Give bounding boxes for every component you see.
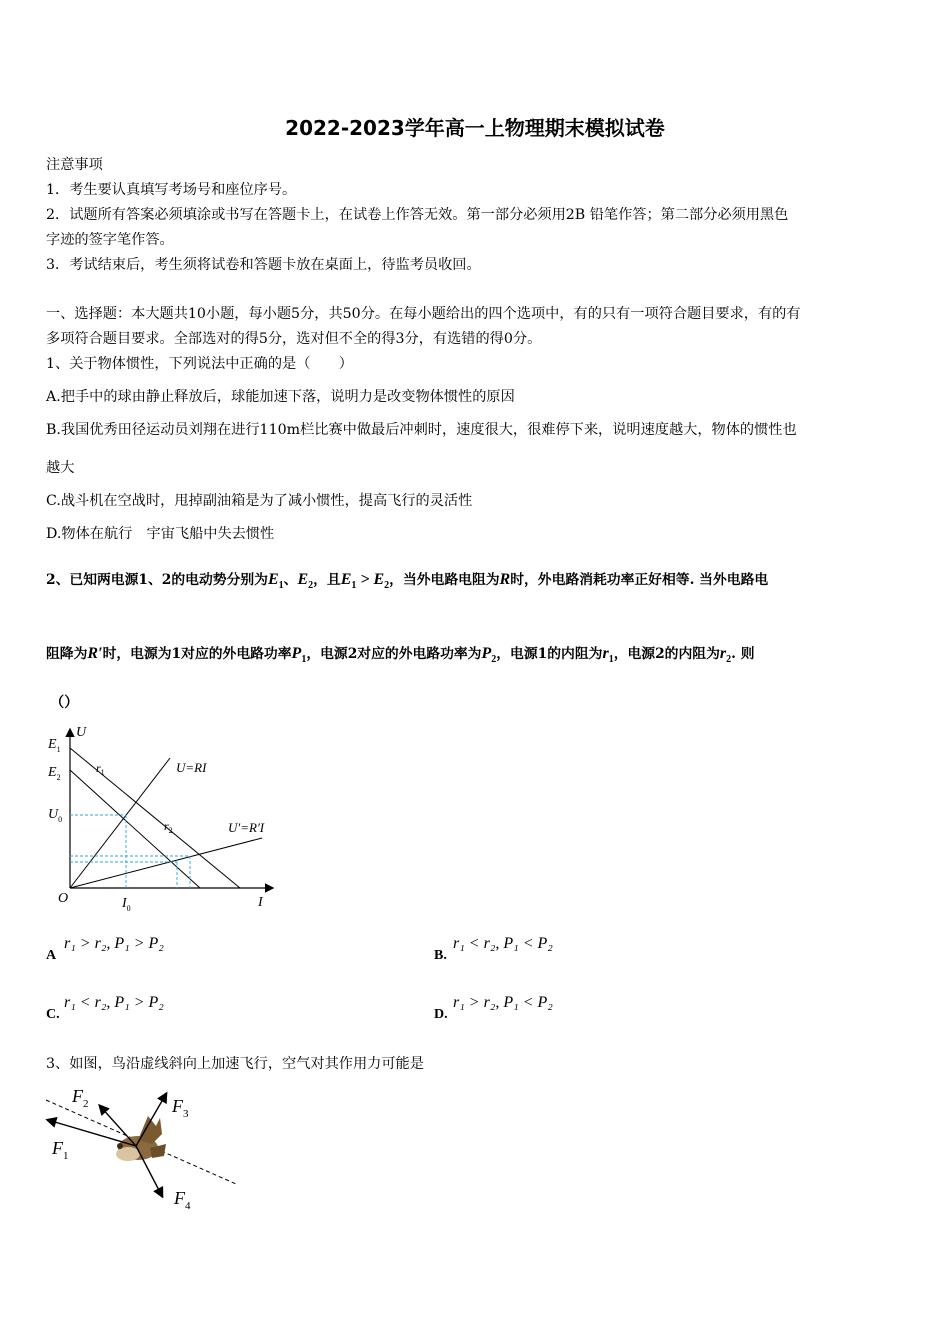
force-f2-label: $F_2$ [72, 1086, 89, 1110]
question-2-option-a[interactable]: r₁ > r₂, P₁ > P₂ [64, 935, 164, 952]
emf-2: $E_2$ [297, 571, 314, 591]
power-1: $P_1$ [291, 645, 307, 665]
question-2-option-c[interactable]: r₁ < r₂, P₁ > P₂ [64, 994, 164, 1011]
notice-item-2: 2．试题所有答案必须填涂或书写在答题卡上，在试卷上作答无效。第一部分必须用2B 铅笔作答；第二部分必须用黑色 [46, 207, 789, 223]
question-2-stem-line-2: 阻降为R′时，电源为1对应的外电路功率$P_1$，电源2对应的外电路功率为$P_2$，电源1的内阻为$r_1$，电源2的内阻为$r_2$. 则 [46, 645, 755, 665]
i-axis-label: I [258, 895, 263, 910]
u0-label: $U_0$ [48, 807, 63, 824]
section-intro-2: 多项符合题目要求。全部选对的得5分，选对但不全的得3分，有选错的得0分。 [46, 331, 542, 347]
emf-comparison: $E_1 > E_2$ [340, 571, 390, 591]
question-1-option-b: B.我国优秀田径运动员刘翔在进行110m栏比赛中做最后冲刺时，速度很大，很难停下来，说明速度越大，物体的惯性也 [46, 422, 797, 438]
question-1-option-b-cont: 越大 [46, 460, 75, 476]
question-1-option-d: D.物体在航行 宇宙飞船中失去惯性 [46, 526, 275, 542]
internal-resistance-1: $r_1$ [602, 645, 614, 665]
question-2-option-c-label[interactable]: C. [46, 1007, 60, 1022]
section-intro-1: 一、选择题：本大题共10小题，每小题5分，共50分。在每小题给出的四个选项中，有的只有一项符合题目要求，有的有 [46, 306, 801, 322]
notice-heading: 注意事项 [46, 157, 103, 173]
load-line-r-prime [70, 838, 262, 888]
u-i-graph [40, 720, 290, 915]
e2-label: $E_2$ [48, 765, 61, 782]
question-2-option-b-label[interactable]: B. [434, 948, 447, 963]
question-1-option-a: A.把手中的球由静止释放后，球能加速下落，说明力是改变物体惯性的原因 [46, 389, 515, 405]
question-2-option-d-label[interactable]: D. [434, 1007, 448, 1022]
notice-item-2-cont: 字迹的签字笔作答。 [46, 232, 174, 248]
e1-label: $E_1$ [48, 737, 61, 754]
question-2-stem-line-1: 2、已知两电源1、2的电动势分别为$E_1$、$E_2$，且$E_1 > E_2$，当外电路电阻为R时，外电路消耗功率正好相等. 当外电路电 [46, 571, 769, 591]
force-f4-label: $F_4$ [174, 1188, 191, 1212]
question-3-stem: 3、如图，鸟沿虚线斜向上加速飞行，空气对其作用力可能是 [46, 1056, 424, 1072]
origin-label: O [58, 891, 69, 906]
bird-force-diagram [40, 1078, 250, 1218]
force-f1-label: $F_1$ [52, 1138, 69, 1162]
r1-label: $r_1$ [96, 761, 105, 777]
resistance-r: R [499, 571, 511, 588]
notice-item-3: 3．考试结束后，考生须将试卷和答题卡放在桌面上，待监考员收回。 [46, 257, 481, 273]
i0-label: $I_0$ [122, 896, 131, 913]
load-line-r-prime-label: U′=R′I [228, 820, 265, 835]
page-title: 2022-2023学年高一上物理期末模拟试卷 [285, 116, 665, 140]
emf-1: $E_1$ [267, 571, 284, 591]
r2-label: $r_2$ [164, 819, 173, 835]
notice-item-1: 1．考生要认真填写考场号和座位序号。 [46, 182, 297, 198]
force-f3-label: $F_3$ [172, 1096, 189, 1120]
question-2-option-d[interactable]: r₁ > r₂, P₁ < P₂ [453, 994, 553, 1011]
load-line-r [70, 758, 170, 888]
question-1-option-c: C.战斗机在空战时，甩掉副油箱是为了减小惯性，提高飞行的灵活性 [46, 493, 473, 509]
question-1-stem: 1、关于物体惯性，下列说法中正确的是（ ） [46, 356, 353, 372]
resistance-r-prime: R′ [87, 645, 103, 662]
load-line-r-label: U=RI [176, 760, 207, 775]
question-2-option-b[interactable]: r₁ < r₂, P₁ < P₂ [453, 935, 553, 952]
u-axis-label: U [76, 725, 87, 740]
power-2: $P_2$ [481, 645, 497, 665]
question-2-paren: （） [50, 695, 79, 711]
source-2-line [70, 770, 200, 888]
question-2-option-a-label[interactable]: A [46, 948, 57, 963]
internal-resistance-2: $r_2$ [719, 645, 732, 665]
